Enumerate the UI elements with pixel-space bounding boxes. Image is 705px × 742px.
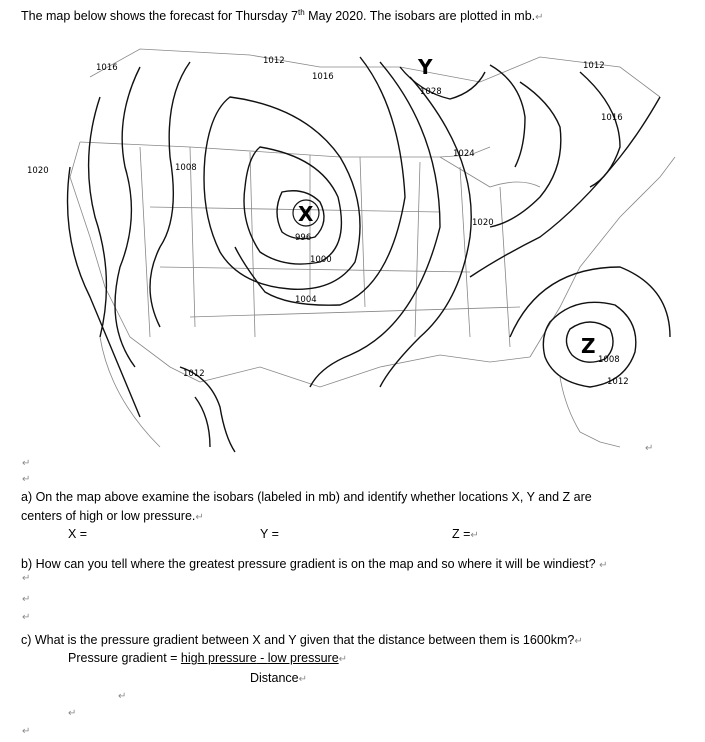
paragraph-mark: ↵ — [118, 691, 127, 702]
paragraph-mark: ↵ — [22, 474, 31, 485]
answer-x: X = — [68, 527, 88, 541]
weather-map — [20, 37, 685, 457]
center-y-label: Y — [418, 55, 433, 79]
paragraph-mark: ↵ — [22, 726, 31, 737]
question-c: c) What is the pressure gradient between X and Y given that the distance between them is 1600km?↵ — [21, 633, 583, 647]
isobar-label: 1008 — [175, 163, 197, 173]
paragraph-mark: ↵ — [535, 12, 544, 24]
question-a-line1: a) On the map above examine the isobars (labeled in mb) and identify whether locations X, Y and Z are — [21, 490, 592, 504]
isobar-label: 1020 — [472, 218, 494, 228]
question-a-line2: centers of high or low pressure.↵ — [21, 509, 204, 523]
low-pressure-term: low pressure — [267, 651, 339, 665]
isobar-label: 1016 — [601, 113, 623, 123]
paragraph-mark: ↵ — [22, 612, 31, 623]
intro-superscript: th — [298, 8, 305, 17]
answer-y: Y = — [260, 527, 279, 541]
paragraph-mark: ↵ — [22, 458, 31, 469]
isobar-label: 996 — [295, 233, 312, 243]
isobar-label: 1028 — [420, 87, 442, 97]
formula-numerator: Pressure gradient = high pressure - low pressure↵ — [68, 651, 348, 665]
paragraph-mark: ↵ — [22, 594, 31, 605]
isobars — [68, 57, 671, 452]
paragraph-mark: ↵ — [22, 573, 31, 584]
isobar-label: 1012 — [607, 377, 629, 387]
isobar-label: 1020 — [27, 166, 49, 176]
formula-denominator: Distance↵ — [250, 671, 308, 685]
answer-z: Z =↵ — [452, 527, 479, 541]
map-borders — [70, 49, 675, 447]
isobar-label: 1008 — [598, 355, 620, 365]
paragraph-mark: ↵ — [645, 443, 654, 454]
isobar-label: 1012 — [263, 56, 285, 66]
isobar-label: 1024 — [453, 149, 475, 159]
isobar-label: 1016 — [96, 63, 118, 73]
isobar-label: 1012 — [183, 369, 205, 379]
isobar-label: 1016 — [312, 72, 334, 82]
isobar-label: 1012 — [583, 61, 605, 71]
intro-text: The map below shows the forecast for Thursday 7th May 2020. The isobars are plotted in mb.↵ — [21, 8, 544, 24]
isobar-label: 1000 — [310, 255, 332, 265]
paragraph-mark: ↵ — [68, 708, 77, 719]
isobar-label: 1004 — [295, 295, 317, 305]
center-x-label: X — [298, 202, 314, 226]
center-z-label: Z — [581, 334, 596, 358]
high-pressure-term: high pressure — [180, 651, 257, 665]
question-b: b) How can you tell where the greatest pressure gradient is on the map and so where it will be windiest? ↵ — [21, 557, 608, 571]
